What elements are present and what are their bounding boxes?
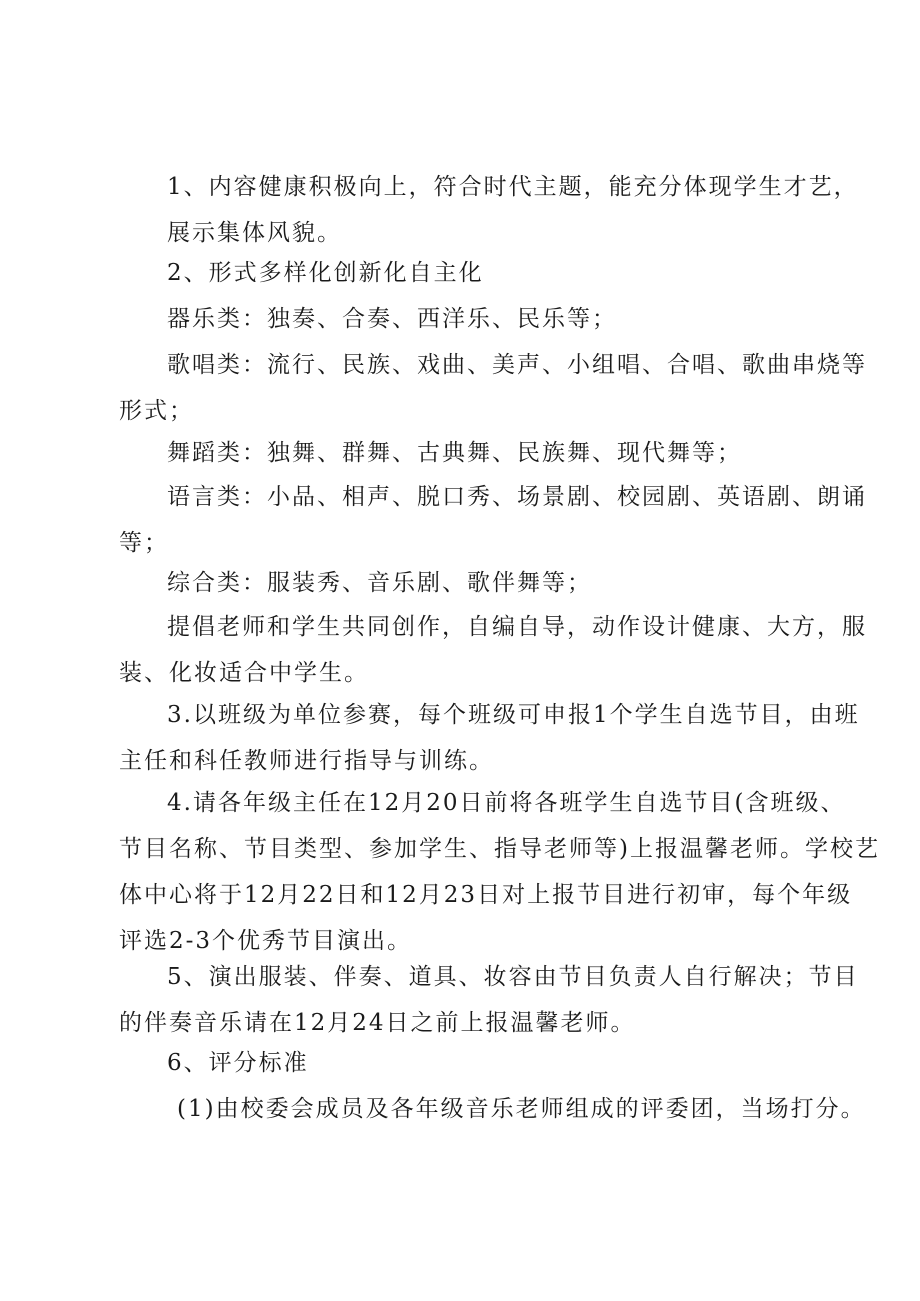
paragraph-line: 2、形式多样化创新化自主化 — [167, 260, 484, 286]
paragraph-2 — [119, 250, 819, 296]
paragraph-11 — [119, 954, 859, 1046]
paragraph-line: 1、内容健康积极向上，符合时代主题，能充分体现学生才艺， — [167, 174, 859, 200]
paragraph-5 — [119, 430, 819, 476]
paragraph-line: 4.请各年级主任在12月20日前将各班学生自选节目(含班级、 — [167, 790, 846, 816]
paragraph-line: 器乐类：独奏、合奏、西洋乐、民乐等； — [167, 306, 617, 332]
paragraph-line: 形式； — [119, 398, 194, 424]
paragraph-line: 6、评分标准 — [167, 1050, 309, 1076]
paragraph-line: 展示集体风貌。 — [167, 220, 342, 246]
paragraph-9 — [119, 692, 860, 784]
paragraph-line: 3.以班级为单位参赛，每个班级可申报1个学生自选节目，由班 — [167, 702, 860, 728]
paragraph-8 — [119, 604, 867, 696]
paragraph-line: 等； — [119, 530, 169, 556]
paragraph-line: 的伴奏音乐请在12月24日之前上报温馨老师。 — [119, 1010, 636, 1036]
paragraph-1 — [119, 164, 859, 256]
paragraph-line: 歌唱类：流行、民族、戏曲、美声、小组唱、合唱、歌曲串烧等 — [167, 352, 867, 378]
paragraph-4 — [119, 342, 867, 434]
paragraph-6 — [119, 474, 867, 566]
paragraph-line: 舞蹈类：独舞、群舞、古典舞、民族舞、现代舞等； — [167, 440, 742, 466]
paragraph-line: 语言类：小品、相声、脱口秀、场景剧、校园剧、英语剧、朗诵 — [167, 484, 867, 510]
paragraph-line: 评选2-3个优秀节目演出。 — [119, 928, 413, 954]
paragraph-line: 综合类：服装秀、音乐剧、歌伴舞等； — [167, 570, 592, 596]
paragraph-line: 5、演出服装、伴奏、道具、妆容由节目负责人自行解决；节目 — [167, 964, 859, 990]
paragraph-12 — [119, 1040, 819, 1086]
paragraph-3 — [119, 296, 819, 342]
paragraph-line: 节目名称、节目类型、参加学生、指导老师等)上报温馨老师。学校艺 — [119, 836, 880, 862]
paragraph-10 — [119, 780, 880, 964]
paragraph-line: 装、化妆适合中学生。 — [119, 660, 369, 686]
paragraph-13 — [119, 1086, 866, 1132]
paragraph-line: 主任和科任教师进行指导与训练。 — [119, 748, 494, 774]
paragraph-7 — [119, 560, 819, 606]
paragraph-line: 提倡老师和学生共同创作，自编自导，动作设计健康、大方，服 — [167, 614, 867, 640]
paragraph-line: 体中心将于12月22日和12月23日对上报节目进行初审，每个年级 — [119, 882, 853, 908]
paragraph-line: (1)由校委会成员及各年级音乐老师组成的评委团，当场打分。 — [177, 1096, 866, 1122]
